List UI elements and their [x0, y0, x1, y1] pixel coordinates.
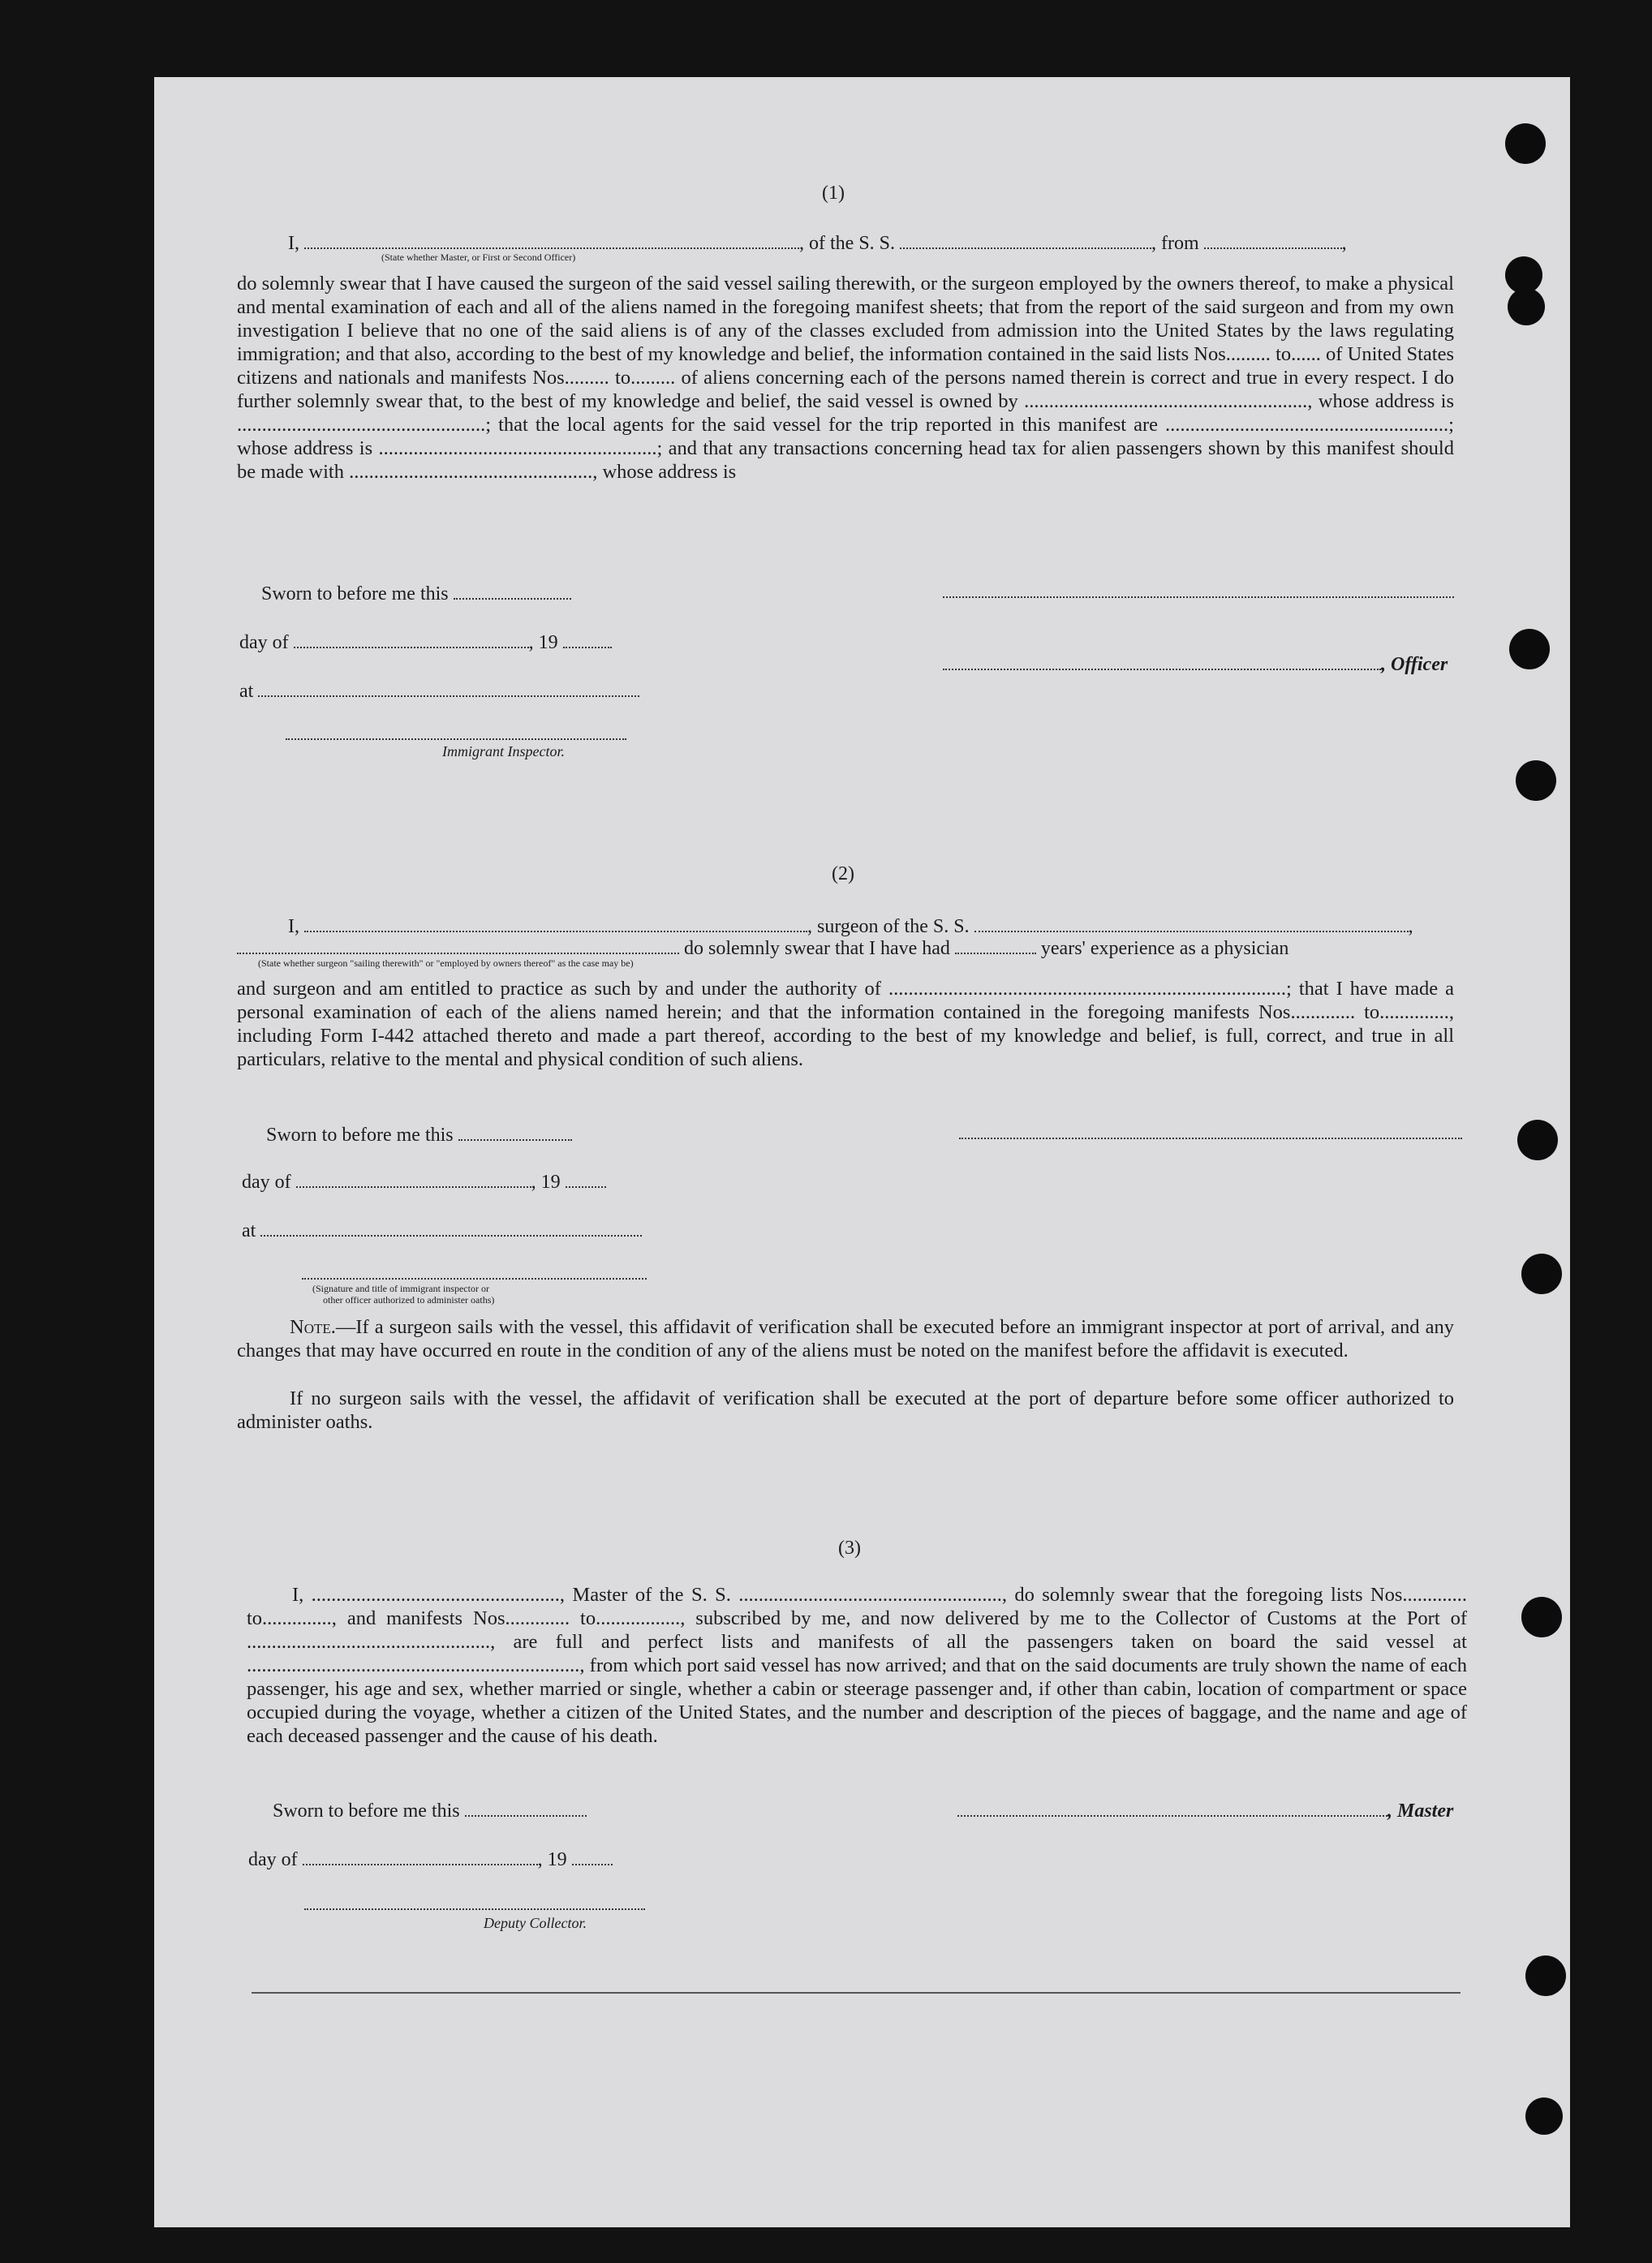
- sworn-label: Sworn to before me this: [261, 583, 449, 604]
- label-of-ss: , of the S. S.: [799, 233, 896, 254]
- sworn-label: Sworn to before me this: [273, 1801, 460, 1822]
- punch-hole: [1521, 1597, 1562, 1637]
- day-of-line-1: [239, 627, 612, 654]
- sworn-line-3: [273, 1796, 587, 1822]
- at-line-1: [239, 676, 639, 703]
- sworn-label: Sworn to before me this: [266, 1125, 454, 1146]
- sworn-date-field[interactable]: [454, 579, 571, 600]
- label-comma: ,: [1341, 233, 1347, 254]
- officer-signature-line[interactable]: [943, 596, 1454, 598]
- surgeon-type-field[interactable]: [237, 933, 679, 954]
- year-label: , 19: [537, 1849, 567, 1870]
- surgeon-caption: (State whether surgeon "sailing therewith" or "employed by owners thereof" as the case may be): [258, 957, 634, 969]
- day-of-line-2: [242, 1167, 606, 1194]
- section-2-number: (2): [832, 863, 854, 884]
- section-2-second-line: [237, 933, 1288, 960]
- collector-caption: Deputy Collector.: [484, 1915, 587, 1931]
- note-paragraph-2: If no surgeon sails with the vessel, the affidavit of verification shall be executed at the port of departure before some officer authorized to administer oaths.: [237, 1387, 1454, 1433]
- sig-caption-1: (Signature and title of immigrant inspector or: [312, 1283, 489, 1294]
- years-experience-field[interactable]: [955, 933, 1036, 954]
- day-of-label: day of: [239, 632, 289, 653]
- day-of-field[interactable]: [296, 1167, 531, 1188]
- surgeon-signature-line[interactable]: [959, 1138, 1462, 1139]
- label-swear: do solemnly swear that I have had: [684, 938, 950, 959]
- day-of-field[interactable]: [303, 1844, 538, 1865]
- section-3-number: (3): [838, 1538, 861, 1559]
- punch-hole: [1508, 288, 1545, 325]
- at-field[interactable]: [258, 676, 639, 697]
- year-field[interactable]: [572, 1844, 613, 1865]
- port-from-field[interactable]: [1204, 228, 1342, 249]
- section-1-number: (1): [822, 183, 845, 204]
- day-of-label: day of: [242, 1172, 291, 1193]
- officer-name-field[interactable]: [304, 228, 799, 249]
- vessel-name-field[interactable]: [900, 228, 1151, 249]
- note-label: Note.: [290, 1316, 336, 1338]
- officer-line: [943, 649, 1448, 676]
- master-line: [957, 1796, 1453, 1822]
- officer-caption: (State whether Master, or First or Second Officer): [381, 252, 576, 263]
- sig-caption-2: other officer authorized to administer oaths): [323, 1294, 495, 1306]
- sworn-date-field[interactable]: [458, 1120, 572, 1141]
- collector-signature-line[interactable]: [304, 1908, 645, 1910]
- punch-hole: [1517, 1120, 1558, 1160]
- punch-hole: [1516, 760, 1556, 801]
- sworn-line-2: [266, 1120, 572, 1147]
- label-years-experience: years' experience as a physician: [1040, 938, 1289, 959]
- label-i: I,: [288, 916, 299, 937]
- at-label: at: [239, 681, 254, 702]
- label-comma: ,: [1408, 916, 1413, 937]
- bottom-rule: [252, 1992, 1461, 1994]
- punch-hole: [1521, 1254, 1562, 1294]
- section-1-paragraph: do solemnly swear that I have caused the surgeon of the said vessel sailing therewith, or the surgeon employed by the owners thereof, to make a physical and mental examination of each and all of the aliens named in the foregoing manifest sheets; that from the report of the said surgeon and from my own investigation I believe that no one of the said aliens is of any of the classes excluded from admission into the United States by the laws regulating immigration; and that also, according to the best of my knowledge and belief, the information contained in the said lists Nos......... to...... of United States citizens and nationals and manifests Nos......... to......... of aliens concerning each of the persons named therein is correct and true in every respect. I do further solemnly swear that, to the best of my knowledge and belief, the said vessel is owned by ........................................................., whose address is ..................................................; that the local agents for the said vessel for the trip reported in this manifest are .........................................................; whose address is ........................................................; and that any transactions concerning head tax for alien passengers shown by this manifest should be made with ................................................., whose address is: [237, 273, 1454, 483]
- label-from: , from: [1151, 233, 1199, 254]
- master-label: , Master: [1387, 1801, 1454, 1822]
- section-2-paragraph: and surgeon and am entitled to practice as such by and under the authority of ................................................................................; that I have made a personal examination of each of the aliens named herein; and that the information contained in the foregoing manifests Nos............. to.............., including Form I-442 attached thereto and made a part thereof, according to the best of my knowledge and belief, is full, correct, and true in all particulars, relative to the mental and physical condition of such aliens.: [237, 978, 1454, 1070]
- label-i: I,: [288, 233, 299, 254]
- sworn-date-field[interactable]: [465, 1796, 587, 1817]
- punch-hole: [1505, 123, 1546, 164]
- note-paragraph: [237, 1315, 1454, 1362]
- punch-hole: [1525, 1955, 1566, 1996]
- inspector-signature-line[interactable]: [286, 738, 626, 740]
- year-label: , 19: [528, 632, 558, 653]
- officer-signature-field[interactable]: [943, 649, 1381, 670]
- at-field[interactable]: [260, 1215, 642, 1237]
- label-surgeon-of-ss: , surgeon of the S. S.: [807, 916, 970, 937]
- day-of-label: day of: [248, 1849, 298, 1870]
- day-of-line-3: [248, 1844, 613, 1871]
- at-label: at: [242, 1220, 256, 1241]
- vessel-name-field[interactable]: [974, 911, 1409, 932]
- year-label: , 19: [531, 1172, 561, 1193]
- inspector-caption: Immigrant Inspector.: [442, 743, 565, 759]
- punch-hole: [1525, 2097, 1563, 2135]
- year-field[interactable]: [566, 1167, 606, 1188]
- punch-hole: [1509, 629, 1550, 669]
- section-3-paragraph: I, .................................................., Master of the S. S. ....................................................., do solemnly swear that the foregoing lists Nos............. to.............., and manifests Nos............. to................., subscribed by me, and now delivered by me to the Collector of Customs at the Port of ................................................., are full and perfect lists and manifests of all the passengers taken on board the said vessel at ..................................................................., from which port said vessel has now arrived; and that on the said documents are truly shown the name of each passenger, his age and sex, whether married or single, whether a cabin or steerage passenger and, if other than cabin, location of compartment or space occupied during the voyage, whether a citizen of the United States, and the number and description of the pieces of baggage, and the name and age of each deceased passenger and the cause of his death.: [247, 1584, 1467, 1747]
- sworn-line-1: [261, 579, 571, 605]
- note-text: —If a surgeon sails with the vessel, this affidavit of verification shall be executed before an immigrant inspector at port of arrival, and any changes that may have occurred en route in the condition of any of the aliens must be noted on the manifest before the affidavit is executed.: [237, 1316, 1454, 1362]
- year-field[interactable]: [563, 627, 612, 648]
- day-of-field[interactable]: [294, 627, 529, 648]
- officer-label: , Officer: [1381, 654, 1448, 675]
- surgeon-name-field[interactable]: [304, 911, 807, 932]
- master-signature-field[interactable]: [957, 1796, 1387, 1817]
- at-line-2: [242, 1215, 642, 1242]
- administering-officer-line[interactable]: [302, 1278, 647, 1280]
- bleed-through: [296, 170, 312, 201]
